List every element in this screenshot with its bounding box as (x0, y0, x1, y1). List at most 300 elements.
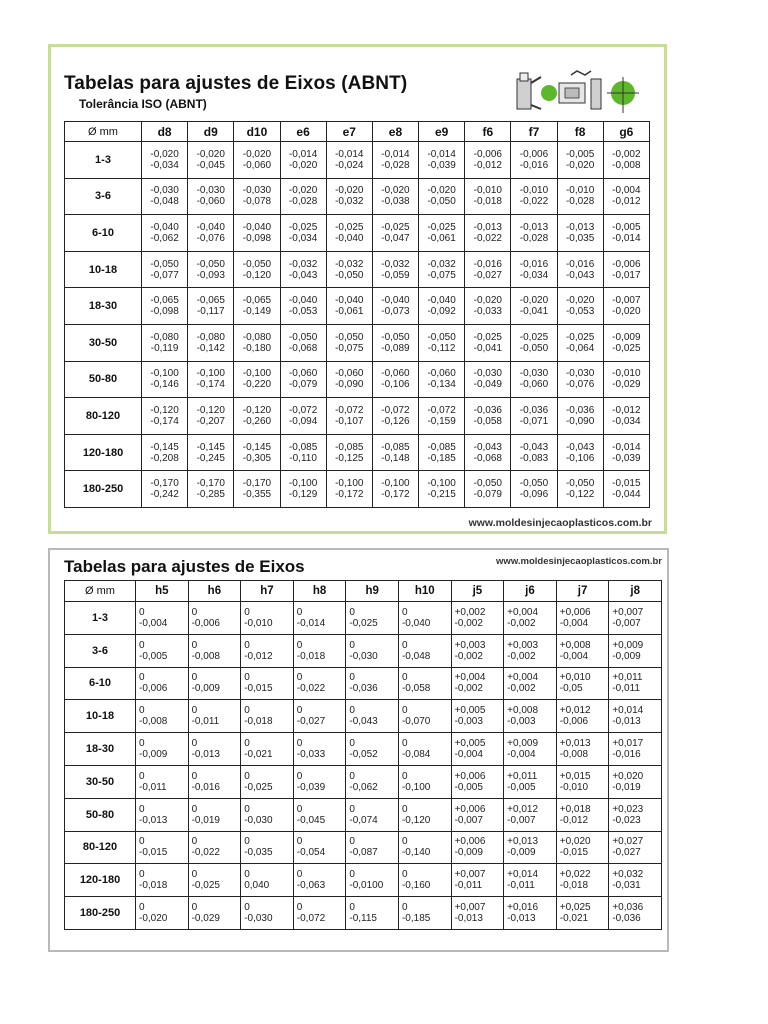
diameter-range-cell: 120-180 (65, 864, 136, 897)
upper-deviation: 0 (349, 770, 355, 782)
lower-deviation: -0,061 (335, 306, 364, 318)
tolerance-cell (293, 602, 346, 635)
lower-deviation: -0,022 (296, 683, 326, 695)
tolerance-cell (188, 897, 241, 930)
lower-deviation: -0,012 (473, 159, 502, 171)
lower-deviation: -0,009 (507, 847, 536, 859)
upper-deviation: -0,030 (196, 185, 225, 197)
upper-deviation: 0 (244, 869, 250, 881)
tolerance-cell (293, 733, 346, 766)
lower-deviation: -0,220 (242, 379, 272, 391)
lower-deviation: -0,050 (519, 342, 549, 354)
tolerance-cell (511, 471, 557, 508)
diameter-range-cell: 1-3 (65, 602, 136, 635)
caliper-icon (517, 71, 601, 109)
tolerance-cell (241, 864, 294, 897)
upper-deviation: -0,020 (150, 148, 179, 160)
lower-deviation: -0,106 (381, 379, 410, 391)
upper-deviation: -0,010 (565, 185, 595, 197)
lower-deviation: -0,063 (296, 880, 326, 892)
tolerance-cell (556, 733, 609, 766)
upper-deviation: +0,005 (454, 738, 486, 750)
upper-deviation: +0,025 (559, 902, 591, 914)
upper-deviation: 0 (401, 606, 408, 618)
lower-deviation: -0,034 (288, 232, 318, 244)
tolerance-cell (326, 251, 372, 288)
upper-deviation: 0 (191, 770, 198, 782)
upper-deviation: 0 (191, 738, 198, 750)
lower-deviation: -0,076 (565, 379, 595, 391)
lower-deviation: -0,011 (191, 716, 220, 728)
diameter-range-cell: 30-50 (65, 765, 136, 798)
lower-deviation: -0,008 (559, 749, 589, 761)
lower-deviation: -0,022 (473, 232, 502, 244)
lower-deviation: -0,043 (349, 716, 378, 728)
lower-deviation: -0,033 (473, 306, 502, 318)
tolerance-cell (398, 667, 451, 700)
upper-deviation: -0,120 (242, 404, 272, 416)
lower-deviation: -0,045 (296, 814, 326, 826)
upper-deviation: 0 (401, 705, 408, 717)
upper-deviation: -0,050 (427, 331, 456, 343)
tolerance-cell (280, 251, 326, 288)
upper-deviation: +0,008 (559, 639, 591, 651)
upper-deviation: -0,036 (473, 404, 502, 416)
upper-deviation: -0,020 (196, 148, 225, 160)
upper-deviation: -0,020 (427, 185, 456, 197)
tolerance-cell (346, 733, 399, 766)
upper-deviation: 0 (191, 902, 198, 914)
upper-deviation: -0,007 (612, 295, 641, 307)
tolerance-cell (188, 634, 241, 667)
lower-deviation: -0,013 (454, 913, 483, 925)
tolerance-cell (556, 897, 609, 930)
tolerance-cell (234, 434, 280, 471)
upper-deviation: -0,050 (565, 478, 595, 490)
tolerance-cell (504, 733, 557, 766)
tolerance-cell (603, 251, 649, 288)
tolerance-cell (419, 288, 465, 325)
upper-deviation: -0,080 (242, 331, 272, 343)
upper-deviation: 0 (244, 803, 250, 815)
lower-deviation: -0,070 (401, 716, 431, 728)
lower-deviation: -0,096 (519, 489, 549, 501)
tolerance-cell (557, 251, 603, 288)
tolerance-cell (241, 897, 294, 930)
lower-deviation: -0,004 (559, 650, 589, 662)
upper-deviation: 0 (296, 606, 303, 618)
upper-deviation: -0,080 (150, 331, 179, 343)
tolerance-cell (398, 864, 451, 897)
lower-deviation: -0,006 (139, 683, 168, 695)
upper-deviation: -0,014 (335, 148, 364, 160)
lower-deviation: -0,009 (612, 650, 641, 662)
upper-deviation: -0,040 (242, 221, 272, 233)
lower-deviation: -0,094 (288, 415, 318, 427)
lower-deviation: -0,034 (612, 415, 641, 427)
column-header-diameter: Ø mm (65, 122, 142, 142)
column-header: h9 (346, 581, 399, 602)
diameter-range-cell: 30-50 (65, 324, 142, 361)
lower-deviation: -0,024 (335, 159, 364, 171)
upper-deviation: +0,022 (559, 869, 591, 881)
upper-deviation: -0,009 (612, 331, 641, 343)
tolerance-cell (511, 324, 557, 361)
tolerance-cell (346, 798, 399, 831)
lower-deviation: -0,014 (612, 232, 641, 244)
lower-deviation: -0,036 (612, 913, 641, 925)
upper-deviation: 0 (401, 869, 408, 881)
table-row (65, 765, 662, 798)
tolerance-cell (293, 798, 346, 831)
upper-deviation: +0,006 (454, 836, 486, 848)
upper-deviation: -0,065 (150, 295, 179, 307)
upper-deviation: -0,013 (519, 221, 549, 233)
lower-deviation: -0,029 (191, 913, 220, 925)
lower-deviation: -0,023 (612, 814, 641, 826)
upper-deviation: -0,072 (335, 404, 364, 416)
upper-deviation: 0 (296, 770, 303, 782)
upper-deviation: +0,003 (454, 639, 486, 651)
lower-deviation: -0,142 (196, 342, 225, 354)
upper-deviation: +0,006 (454, 770, 486, 782)
upper-deviation: 0 (139, 639, 145, 651)
tolerance-cell (609, 864, 662, 897)
upper-deviation: +0,006 (454, 803, 486, 815)
lower-deviation: -0,010 (244, 617, 273, 629)
tolerance-cell (188, 361, 234, 398)
lower-deviation: -0,022 (519, 196, 549, 208)
upper-deviation: 0 (296, 902, 303, 914)
upper-deviation: -0,030 (565, 368, 595, 380)
upper-deviation: -0,013 (473, 221, 502, 233)
upper-deviation: -0,120 (150, 404, 179, 416)
tolerance-cell (419, 361, 465, 398)
table-row (65, 602, 662, 635)
upper-deviation: -0,145 (150, 441, 179, 453)
tolerance-cell (346, 765, 399, 798)
tolerance-cell (188, 178, 234, 215)
upper-deviation: -0,010 (519, 185, 549, 197)
upper-deviation: -0,006 (612, 258, 641, 270)
lower-deviation: -0,049 (473, 379, 502, 391)
upper-deviation: -0,120 (196, 404, 225, 416)
upper-deviation: -0,010 (473, 185, 502, 197)
upper-deviation: +0,016 (507, 902, 539, 914)
column-header: h7 (241, 581, 294, 602)
tolerance-cell (451, 864, 504, 897)
lower-deviation: -0,062 (150, 232, 179, 244)
table-row (65, 215, 650, 252)
lower-deviation: -0,013 (612, 716, 641, 728)
tolerance-cell (136, 765, 189, 798)
tolerance-cell (609, 765, 662, 798)
upper-deviation: -0,025 (335, 221, 364, 233)
diameter-range-cell: 180-250 (65, 897, 136, 930)
tolerance-cell (451, 634, 504, 667)
upper-deviation: +0,011 (612, 672, 643, 684)
tolerance-cell (136, 864, 189, 897)
upper-deviation: 0 (244, 705, 250, 717)
upper-deviation: -0,025 (519, 331, 549, 343)
tolerance-cell (326, 398, 372, 435)
lower-deviation: -0,355 (242, 489, 272, 501)
tolerance-cell (188, 831, 241, 864)
tolerance-cell (603, 178, 649, 215)
upper-deviation: -0,005 (565, 148, 595, 160)
tolerance-cell (398, 765, 451, 798)
lower-deviation: -0,008 (139, 716, 168, 728)
tolerance-cell (556, 700, 609, 733)
tolerance-cell (609, 733, 662, 766)
lower-deviation: -0,003 (507, 716, 536, 728)
upper-deviation: 0 (244, 836, 250, 848)
tolerance-cell (556, 864, 609, 897)
table-row (65, 434, 650, 471)
tolerance-cell (326, 324, 372, 361)
lower-deviation: -0,002 (507, 683, 536, 695)
tolerance-cell (398, 897, 451, 930)
lower-deviation: -0,036 (349, 683, 378, 695)
page-title: Tabelas para ajustes de Eixos (ABNT) (64, 73, 408, 94)
tolerance-cell (234, 324, 280, 361)
upper-deviation: -0,100 (196, 368, 225, 380)
upper-deviation: 0 (244, 738, 250, 750)
table-header-row (65, 581, 662, 602)
lower-deviation: -0,030 (244, 913, 273, 925)
upper-deviation: +0,017 (612, 738, 644, 750)
tolerance-cell (293, 634, 346, 667)
tolerance-cell (136, 634, 189, 667)
upper-deviation: +0,004 (507, 672, 539, 684)
upper-deviation: +0,011 (507, 770, 538, 782)
upper-deviation: +0,012 (559, 705, 591, 717)
upper-deviation: -0,013 (565, 221, 595, 233)
tolerance-cell (556, 602, 609, 635)
tolerance-cell (465, 398, 511, 435)
tolerance-cell (293, 700, 346, 733)
lower-deviation: -0,185 (401, 913, 431, 925)
tolerance-cell (234, 361, 280, 398)
lower-deviation: -0,075 (427, 269, 456, 281)
upper-deviation: 0 (349, 869, 355, 881)
tolerance-cell (142, 361, 188, 398)
lower-deviation: -0,079 (288, 379, 318, 391)
tolerance-cell (142, 215, 188, 252)
upper-deviation: -0,040 (381, 295, 410, 307)
lower-deviation: -0,172 (381, 489, 410, 501)
tolerance-cell (419, 324, 465, 361)
tolerance-cell (451, 831, 504, 864)
tolerance-cell (504, 700, 557, 733)
lower-deviation: -0,015 (559, 847, 589, 859)
upper-deviation: -0,020 (519, 295, 549, 307)
tolerance-cell (346, 897, 399, 930)
tolerance-cell (603, 434, 649, 471)
shaft-tolerance-card-abnt (48, 44, 667, 534)
lower-deviation: -0,014 (296, 617, 326, 629)
tolerance-cell (188, 434, 234, 471)
lower-deviation: -0,054 (296, 847, 326, 859)
column-header-diameter: Ø mm (65, 581, 136, 602)
tolerance-cell (326, 142, 372, 179)
tolerance-cell (280, 178, 326, 215)
tolerance-cell (142, 434, 188, 471)
tolerance-cell (419, 434, 465, 471)
lower-deviation: -0,033 (296, 749, 326, 761)
tolerance-cell (557, 142, 603, 179)
lower-deviation: -0,004 (507, 749, 536, 761)
lower-deviation: -0,120 (401, 814, 431, 826)
tolerance-cell (346, 831, 399, 864)
upper-deviation: 0 (191, 836, 198, 848)
tolerance-cell (188, 324, 234, 361)
lower-deviation: -0,020 (565, 159, 595, 171)
lower-deviation: -0,040 (335, 232, 364, 244)
upper-deviation: -0,020 (242, 148, 272, 160)
lower-deviation: -0,020 (288, 159, 318, 171)
tolerance-cell (419, 215, 465, 252)
lower-deviation: -0,041 (473, 342, 502, 354)
lower-deviation: -0,028 (288, 196, 318, 208)
lower-deviation: -0,084 (401, 749, 431, 761)
lower-deviation: -0,006 (191, 617, 220, 629)
lower-deviation: -0,126 (381, 415, 410, 427)
upper-deviation: 0 (401, 803, 408, 815)
upper-deviation: 0 (401, 738, 408, 750)
tolerance-cell (280, 471, 326, 508)
upper-deviation: -0,072 (288, 404, 318, 416)
lower-deviation: -0,007 (507, 814, 536, 826)
tolerance-cell (372, 142, 418, 179)
upper-deviation: -0,030 (150, 185, 179, 197)
table-row (65, 288, 650, 325)
upper-deviation: -0,043 (519, 441, 549, 453)
diameter-range-cell: 10-18 (65, 700, 136, 733)
upper-deviation: -0,050 (335, 331, 364, 343)
tolerance-cell (609, 667, 662, 700)
lower-deviation: -0,025 (612, 342, 641, 354)
tolerance-cell (603, 288, 649, 325)
lower-deviation: 0,040 (244, 880, 270, 892)
table-row (65, 864, 662, 897)
upper-deviation: -0,040 (427, 295, 456, 307)
tolerance-cell (346, 667, 399, 700)
lower-deviation: -0,009 (454, 847, 483, 859)
lower-deviation: -0,117 (196, 306, 225, 318)
tolerance-cell (372, 361, 418, 398)
upper-deviation: -0,020 (335, 185, 364, 197)
upper-deviation: 0 (244, 770, 250, 782)
lower-deviation: -0,034 (519, 269, 549, 281)
tolerance-cell (603, 471, 649, 508)
upper-deviation: -0,145 (196, 441, 225, 453)
upper-deviation: -0,040 (196, 221, 225, 233)
tolerance-cell (419, 251, 465, 288)
lower-deviation: -0,016 (191, 781, 220, 793)
lower-deviation: -0,089 (381, 342, 410, 354)
lower-deviation: -0,112 (427, 342, 456, 354)
upper-deviation: -0,060 (427, 368, 456, 380)
tolerance-cell (556, 798, 609, 831)
tolerance-cell (465, 215, 511, 252)
tolerance-cell (372, 288, 418, 325)
tolerance-cell (465, 142, 511, 179)
column-header: j6 (504, 581, 557, 602)
upper-deviation: -0,040 (150, 221, 179, 233)
column-header: d10 (234, 122, 280, 142)
tolerance-cell (372, 471, 418, 508)
lower-deviation: -0,040 (401, 617, 431, 629)
upper-deviation: -0,025 (473, 331, 502, 343)
upper-deviation: -0,036 (565, 404, 595, 416)
tolerance-cell (346, 602, 399, 635)
table-row (65, 897, 662, 930)
lower-deviation: -0,002 (507, 650, 536, 662)
upper-deviation: 0 (349, 705, 355, 717)
upper-deviation: 0 (401, 672, 408, 684)
upper-deviation: -0,050 (519, 478, 549, 490)
tolerance-cell (136, 602, 189, 635)
upper-deviation: 0 (191, 672, 198, 684)
upper-deviation: 0 (296, 705, 303, 717)
tolerance-cell (556, 831, 609, 864)
lower-deviation: -0,087 (349, 847, 378, 859)
column-header: f8 (557, 122, 603, 142)
table-row (65, 471, 650, 508)
upper-deviation: -0,170 (150, 478, 179, 490)
upper-deviation: -0,072 (427, 404, 456, 416)
lower-deviation: -0,148 (381, 452, 410, 464)
tolerance-cell (188, 471, 234, 508)
upper-deviation: -0,065 (242, 295, 272, 307)
lower-deviation: -0,029 (612, 379, 641, 391)
upper-deviation: 0 (244, 672, 250, 684)
upper-deviation: -0,170 (196, 478, 225, 490)
upper-deviation: +0,032 (612, 869, 644, 881)
column-header: j5 (451, 581, 504, 602)
upper-deviation: +0,036 (612, 902, 644, 914)
upper-deviation: 0 (349, 902, 355, 914)
lower-deviation: -0,027 (296, 716, 326, 728)
lower-deviation: -0,011 (612, 683, 640, 695)
diameter-range-cell: 50-80 (65, 361, 142, 398)
lower-deviation: -0,019 (191, 814, 220, 826)
upper-deviation: +0,004 (507, 606, 539, 618)
lower-deviation: -0,004 (139, 617, 168, 629)
upper-deviation: -0,020 (288, 185, 318, 197)
lower-deviation: -0,038 (381, 196, 410, 208)
lower-deviation: -0,060 (519, 379, 549, 391)
tolerance-cell (504, 602, 557, 635)
upper-deviation: -0,100 (288, 478, 318, 490)
column-header: j8 (609, 581, 662, 602)
table-row (65, 251, 650, 288)
tolerance-cell (241, 831, 294, 864)
tolerance-cell (609, 700, 662, 733)
lower-deviation: -0,043 (288, 269, 318, 281)
tolerance-cell (451, 897, 504, 930)
column-header: f6 (465, 122, 511, 142)
lower-deviation: -0,035 (565, 232, 595, 244)
tolerance-cell (511, 251, 557, 288)
upper-deviation: +0,003 (507, 639, 539, 651)
table-row (65, 798, 662, 831)
tolerance-cell (504, 831, 557, 864)
upper-deviation: 0 (191, 803, 198, 815)
upper-deviation: 0 (139, 672, 145, 684)
upper-deviation: +0,004 (454, 672, 486, 684)
